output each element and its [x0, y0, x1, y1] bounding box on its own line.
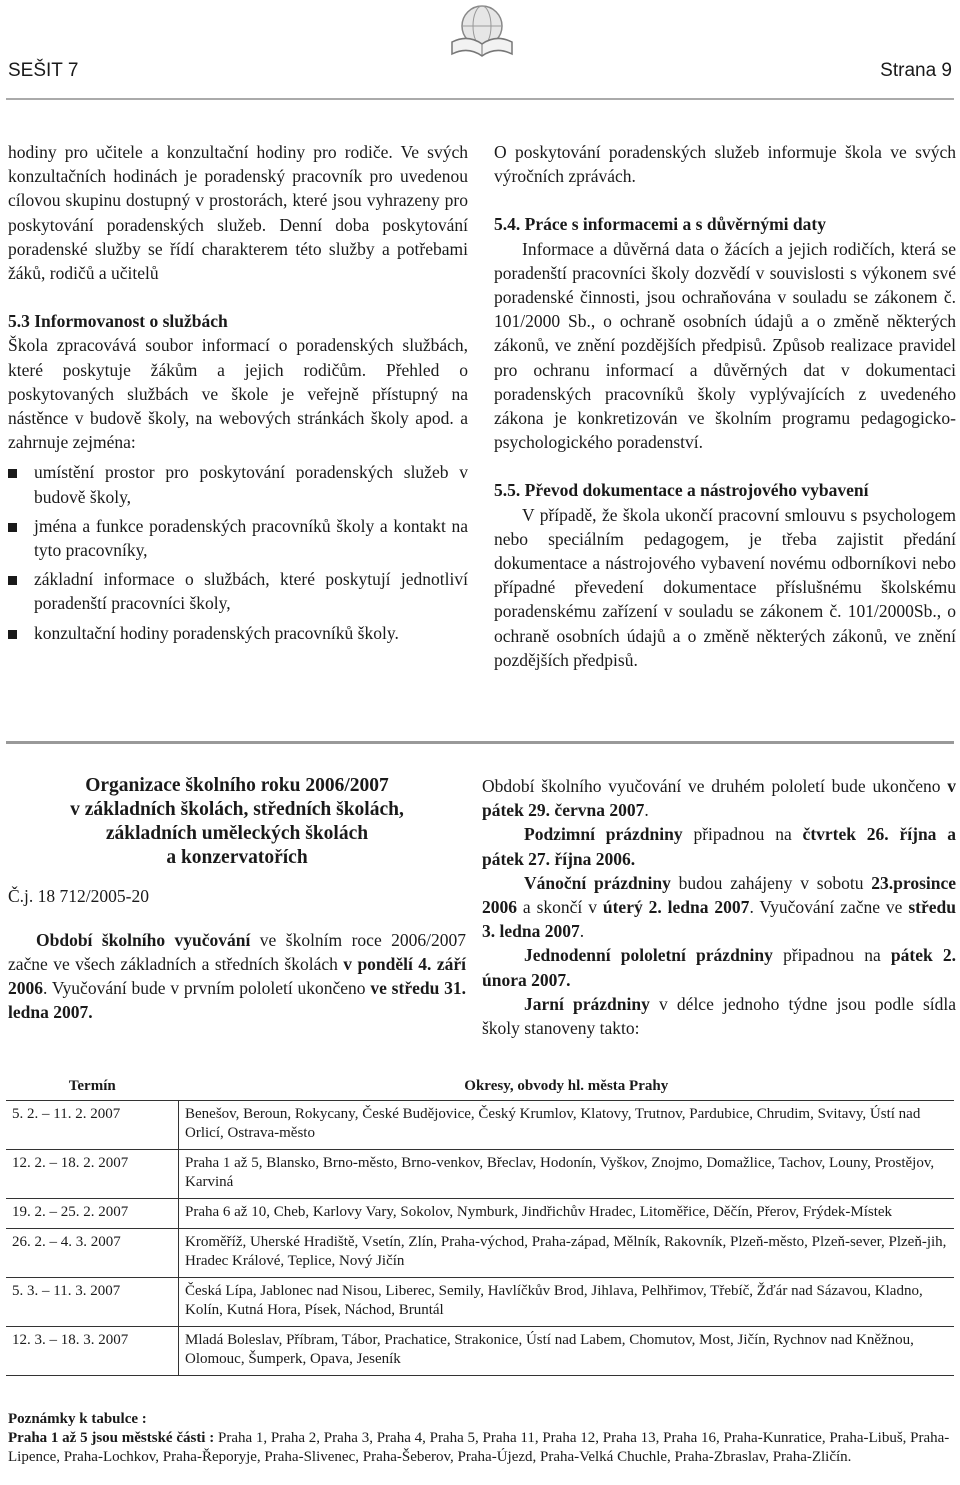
right-column [494, 140, 956, 672]
section-heading: 5.3 Informovanost o službách [8, 311, 228, 332]
left-column [8, 140, 468, 650]
text: připadnou na [682, 824, 803, 845]
column-header-districts: Okresy, obvody hl. města Prahy [179, 1073, 955, 1101]
school-year-organization [8, 774, 466, 1024]
text: . [644, 800, 649, 821]
date-cell: 5. 2. – 11. 2. 2007 [6, 1101, 179, 1150]
table-row [6, 1150, 954, 1199]
table-row [6, 1101, 954, 1150]
title-line: a konzervatořích [166, 847, 308, 868]
holidays-text [482, 774, 956, 1040]
paragraph: V případě, že škola ukončí pracovní smlouvu s psychologem nebo speciálním pedagogem, je třeba zajistit předání dokumentace a nástrojového vybavení novému odborníkovi nebo případné převedení dokumentace příslušnému školskému poradenskému zařízení v souladu se zákonem č. 101/2000Sb., o ochraně osobních údajů a o změně některých zákonů, ve znění pozdějších předpisů. [494, 504, 956, 670]
paragraph [482, 871, 956, 944]
bold-text: Období školního vyučování [36, 930, 251, 950]
districts-cell: Mladá Boleslav, Příbram, Tábor, Prachatice, Strakonice, Ústí nad Labem, Chomutov, Most, Jičín, Rychnov nad Kněžnou, Olomouc, Šumperk, Opava, Jeseník [179, 1327, 955, 1376]
table-row [6, 1229, 954, 1278]
paragraph: hodiny pro učitele a konzultační hodiny pro rodiče. Ve svých konzultačních hodinách je poradenský pracovník pro uvedenou cílovou skupinu dostupný v prostorách, které jsou vyhrazeny pro poskytování poradenských služeb. Denní doba poskytování poradenské služby se řídí charakterem této služby a potřebami žáků, rodičů a učitelů [8, 142, 468, 284]
date-cell: 12. 3. – 18. 3. 2007 [6, 1327, 179, 1376]
text: Praha 1, Praha 2, Praha 3, Praha 4, Praha 5, Praha 11, Praha 12, Praha 13, Praha 16, Praha-Kunratice, Praha-Libuš, Praha-Lipence, Praha-Lochkov, Praha-Řeporyje, Praha-Slivenec, Praha-Šeberov, Praha-Újezd, Praha-Velká Chuchle, Praha-Zbraslav, Praha-Zličín. [8, 1430, 950, 1465]
paragraph: Škola zpracovává soubor informací o poradenských službách, které poskytuje žákům a jejich rodičům. Přehled o poskytovaných službách ve škole je veřejně přístupný na nástěnce v budově školy, na webových stránkách školy apod. a zahrnuje zejména: [8, 335, 468, 453]
bold-text: v pátek 29. června 2007 [482, 776, 956, 821]
paragraph [482, 992, 956, 1040]
bold-text: čtvrtek 26. října a pátek 27. října 2006. [482, 824, 956, 869]
title-line: v základních školách, středních školách, [70, 799, 404, 820]
paragraph: Informace a důvěrná data o žácích a jejich rodičích, která se poradenští pracovníci školy dozvědí v souvislosti s výkonem své poradenské činnosti, jsou ochraňována v souladu se zákonem č. 101/2000 Sb., o ochraně osobních údajů a o změně některých zákonů, ve znění pozdějších předpisů. Způsob realizace pravidel pro ochranu informací a důvěrných dat v dokumentaci poradenských pracovníků školy vyplývajících z uvedeného zákona je konkretizován ve školním programu pedagogicko-psychologického poradenství. [494, 238, 956, 453]
districts-cell: Česká Lípa, Jablonec nad Nisou, Liberec, Semily, Havlíčkův Brod, Jihlava, Pelhřimov, Třebíč, Žďár nad Sázavou, Kladno, Kolín, Kutná Hora, Písek, Náchod, Bruntál [179, 1278, 955, 1327]
section-heading: 5.4. Práce s informacemi a s důvěrnými daty [494, 214, 826, 235]
header-page-number: Strana 9 [880, 60, 952, 81]
bold-text: Praha 1 až 5 jsou městské části : [8, 1430, 215, 1446]
bold-text: pátek 2. února 2007. [482, 945, 956, 990]
list-item: základní informace o službách, které poskytují jednotliví poradenští pracovníci školy, [8, 567, 468, 615]
text: ve školním roce 2006/2007 začne ve všech základních a středních školách [8, 930, 467, 974]
bold-text: Vánoční prázdniny [524, 872, 671, 893]
notes-text [8, 1429, 954, 1467]
bold-text: Poznámky k tabulce : [8, 1411, 147, 1427]
bold-text: úterý 2. ledna 2007 [602, 897, 750, 918]
table-row [6, 1199, 954, 1229]
bold-text: ve středu 31. ledna 2007. [8, 978, 466, 1022]
bold-text: 23.prosince 2006 [482, 872, 957, 918]
paragraph: O poskytování poradenských služeb informuje škola ve svých výročních zprávách. [494, 142, 956, 187]
paragraph [482, 774, 956, 822]
table-row [6, 1278, 954, 1327]
column-header-term: Termín [6, 1073, 179, 1101]
list-item: konzultační hodiny poradenských pracovníků školy. [8, 621, 468, 645]
date-cell: 26. 2. – 4. 3. 2007 [6, 1229, 179, 1278]
text: budou zahájeny v sobotu [670, 872, 872, 893]
bold-text: Jednodenní pololetní prázdniny [524, 945, 773, 966]
reference-number: Č.j. 18 712/2005-20 [8, 886, 149, 906]
section-heading: 5.5. Převod dokumentace a nástrojového vybavení [494, 480, 869, 501]
list-item: umístění prostor pro poskytování poradenských služeb v budově školy, [8, 460, 468, 508]
book-globe-logo [446, 2, 518, 60]
text: v délce jednoho týdne jsou podle sídla školy stanoveny takto: [482, 993, 956, 1039]
paragraph [482, 943, 956, 991]
text: Období školního vyučování ve druhém pololetí bude ukončeno [482, 776, 948, 796]
date-cell: 12. 2. – 18. 2. 2007 [6, 1150, 179, 1199]
spring-holidays-table [6, 1073, 954, 1376]
districts-cell: Praha 6 až 10, Cheb, Karlovy Vary, Sokolov, Nymburk, Jindřichův Hradec, Litoměřice, Děčín, Přerov, Frýdek-Místek [179, 1199, 955, 1229]
districts-cell: Benešov, Beroun, Rokycany, České Budějovice, Český Krumlov, Klatovy, Trutnov, Pardubice, Chrudim, Svitavy, Ústí nad Orlicí, Ostrava-město [179, 1101, 955, 1150]
date-cell: 5. 3. – 11. 3. 2007 [6, 1278, 179, 1327]
bullet-list [8, 460, 468, 644]
text: . [579, 921, 585, 942]
text: . Vyučování bude v prvním pololetí ukončeno [43, 978, 371, 998]
article-title [8, 774, 466, 870]
notes-title [8, 1410, 954, 1429]
header-section-label: SEŠIT 7 [8, 60, 79, 81]
title-line: základních uměleckých školách [105, 823, 369, 844]
table-notes [8, 1410, 954, 1467]
table-row [6, 1327, 954, 1376]
bold-text: středu 3. ledna 2007 [482, 897, 956, 942]
districts-cell: Praha 1 až 5, Blansko, Brno-město, Brno-venkov, Břeclav, Hodonín, Vyškov, Znojmo, Domažlice, Tachov, Louny, Prostějov, Karviná [179, 1150, 955, 1199]
table-header-row [6, 1073, 954, 1101]
text: . Vyučování začne ve [749, 897, 909, 918]
title-line: Organizace školního roku 2006/2007 [85, 775, 389, 796]
section-divider [6, 741, 954, 744]
list-item: jména a funkce poradenských pracovníků školy a kontakt na tyto pracovníky, [8, 514, 468, 562]
bold-text: v pondělí 4. září 2006 [8, 954, 466, 998]
paragraph [482, 822, 956, 870]
text: a skončí v [517, 897, 603, 918]
bold-text: Jarní prázdniny [524, 993, 650, 1014]
header-divider [6, 98, 954, 100]
paragraph [8, 928, 466, 1024]
bold-text: Podzimní prázdniny [524, 824, 683, 845]
districts-cell: Kroměříž, Uherské Hradiště, Vsetín, Zlín, Praha-východ, Praha-západ, Mělník, Rakovník, Plzeň-město, Plzeň-sever, Plzeň-jih, Hradec Králové, Teplice, Nový Jičín [179, 1229, 955, 1278]
text: připadnou na [772, 945, 891, 966]
date-cell: 19. 2. – 25. 2. 2007 [6, 1199, 179, 1229]
